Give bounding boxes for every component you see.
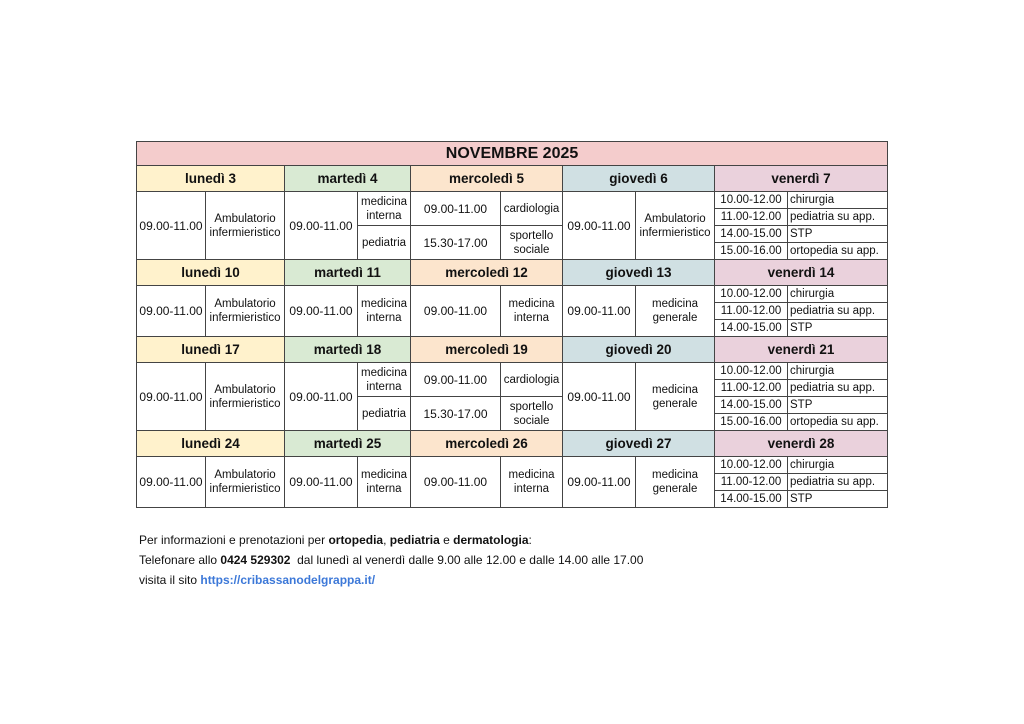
time-cell: 10.00-12.00	[715, 457, 788, 474]
week-header-row	[137, 166, 888, 192]
service-cell: Ambulatorio infermieristico	[206, 457, 285, 508]
day-header-mon: lunedì 3	[137, 166, 285, 192]
service-cell: medicina generale	[636, 286, 715, 337]
time-cell: 14.00-15.00	[715, 397, 788, 414]
service-cell: sportello sociale	[501, 397, 563, 431]
service-cell: cardiologia	[501, 363, 563, 397]
service-cell: pediatria su app.	[788, 303, 888, 320]
time-cell: 15.00-16.00	[715, 243, 788, 260]
service-cell: medicina generale	[636, 457, 715, 508]
service-cell: STP	[788, 320, 888, 337]
day-header-thu: giovedì 6	[563, 166, 715, 192]
day-header-fri: venerdì 28	[715, 431, 888, 457]
day-header-mon: lunedì 24	[137, 431, 285, 457]
day-header-thu: giovedì 27	[563, 431, 715, 457]
service-cell: medicina interna	[358, 457, 411, 508]
time-cell: 09.00-11.00	[563, 192, 636, 260]
info-section	[139, 530, 643, 590]
time-cell: 09.00-11.00	[285, 457, 358, 508]
time-cell: 09.00-11.00	[285, 192, 358, 260]
service-cell: ortopedia su app.	[788, 414, 888, 431]
time-cell: 10.00-12.00	[715, 192, 788, 209]
day-header-wed: mercoledì 26	[411, 431, 563, 457]
service-cell: STP	[788, 491, 888, 508]
service-cell: STP	[788, 226, 888, 243]
day-header-mon: lunedì 10	[137, 260, 285, 286]
service-cell: chirurgia	[788, 457, 888, 474]
day-header-wed: mercoledì 5	[411, 166, 563, 192]
info-line-3: visita il sito https://cribassanodelgrappa.it/	[139, 573, 376, 587]
time-cell: 11.00-12.00	[715, 474, 788, 491]
service-cell: chirurgia	[788, 286, 888, 303]
time-cell: 09.00-11.00	[285, 286, 358, 337]
service-cell: Ambulatorio infermieristico	[206, 363, 285, 431]
time-cell: 09.00-11.00	[137, 286, 206, 337]
time-cell: 09.00-11.00	[411, 192, 501, 226]
time-cell: 10.00-12.00	[715, 286, 788, 303]
service-cell: Ambulatorio infermieristico	[206, 192, 285, 260]
service-cell: medicina interna	[358, 192, 411, 226]
day-header-thu: giovedì 13	[563, 260, 715, 286]
time-cell: 09.00-11.00	[563, 286, 636, 337]
service-cell: pediatria su app.	[788, 380, 888, 397]
service-cell: medicina interna	[358, 286, 411, 337]
schedule-row	[137, 286, 888, 303]
info-line-2: Telefonare allo 0424 529302 dal lunedì al venerdì dalle 9.00 alle 12.00 e dalle 14.00 alle 17.00	[139, 553, 644, 567]
schedule-row	[137, 363, 888, 380]
service-cell: pediatria	[358, 397, 411, 431]
time-cell: 09.00-11.00	[411, 286, 501, 337]
service-cell: sportello sociale	[501, 226, 563, 260]
time-cell: 09.00-11.00	[563, 363, 636, 431]
service-cell: STP	[788, 397, 888, 414]
website-link[interactable]: https://cribassanodelgrappa.it/	[200, 573, 376, 587]
schedule-row	[137, 457, 888, 474]
time-cell: 15.30-17.00	[411, 226, 501, 260]
schedule-row	[137, 192, 888, 209]
phone-number: 0424 529302	[220, 553, 291, 567]
service-cell: medicina generale	[636, 363, 715, 431]
time-cell: 10.00-12.00	[715, 363, 788, 380]
service-cell: pediatria su app.	[788, 474, 888, 491]
service-cell: medicina interna	[358, 363, 411, 397]
time-cell: 11.00-12.00	[715, 209, 788, 226]
service-cell: pediatria su app.	[788, 209, 888, 226]
day-header-mon: lunedì 17	[137, 337, 285, 363]
service-cell: medicina interna	[501, 457, 563, 508]
day-header-wed: mercoledì 19	[411, 337, 563, 363]
info-line-1: Per informazioni e prenotazioni per ortopedia, pediatria e dermatologia:	[139, 533, 532, 547]
specialty-dermatologia: dermatologia	[453, 533, 529, 547]
day-header-thu: giovedì 20	[563, 337, 715, 363]
time-cell: 09.00-11.00	[285, 363, 358, 431]
service-cell: cardiologia	[501, 192, 563, 226]
day-header-fri: venerdì 14	[715, 260, 888, 286]
time-cell: 11.00-12.00	[715, 380, 788, 397]
service-cell: Ambulatorio infermieristico	[636, 192, 715, 260]
service-cell: medicina interna	[501, 286, 563, 337]
time-cell: 14.00-15.00	[715, 226, 788, 243]
time-cell: 11.00-12.00	[715, 303, 788, 320]
table-title: NOVEMBRE 2025	[137, 142, 888, 166]
day-header-fri: venerdì 7	[715, 166, 888, 192]
time-cell: 09.00-11.00	[411, 363, 501, 397]
day-header-fri: venerdì 21	[715, 337, 888, 363]
specialty-ortopedia: ortopedia	[328, 533, 384, 547]
time-cell: 09.00-11.00	[563, 457, 636, 508]
schedule-table	[136, 141, 888, 508]
day-header-wed: mercoledì 12	[411, 260, 563, 286]
time-cell: 14.00-15.00	[715, 491, 788, 508]
day-header-tue: martedì 11	[285, 260, 411, 286]
service-cell: ortopedia su app.	[788, 243, 888, 260]
service-cell: Ambulatorio infermieristico	[206, 286, 285, 337]
time-cell: 15.30-17.00	[411, 397, 501, 431]
day-header-tue: martedì 25	[285, 431, 411, 457]
time-cell: 09.00-11.00	[411, 457, 501, 508]
specialty-pediatria: pediatria	[389, 533, 440, 547]
week-header-row	[137, 260, 888, 286]
time-cell: 09.00-11.00	[137, 192, 206, 260]
week-header-row	[137, 431, 888, 457]
service-cell: chirurgia	[788, 363, 888, 380]
time-cell: 15.00-16.00	[715, 414, 788, 431]
week-header-row	[137, 337, 888, 363]
time-cell: 09.00-11.00	[137, 363, 206, 431]
service-cell: pediatria	[358, 226, 411, 260]
day-header-tue: martedì 4	[285, 166, 411, 192]
time-cell: 14.00-15.00	[715, 320, 788, 337]
service-cell: chirurgia	[788, 192, 888, 209]
day-header-tue: martedì 18	[285, 337, 411, 363]
time-cell: 09.00-11.00	[137, 457, 206, 508]
